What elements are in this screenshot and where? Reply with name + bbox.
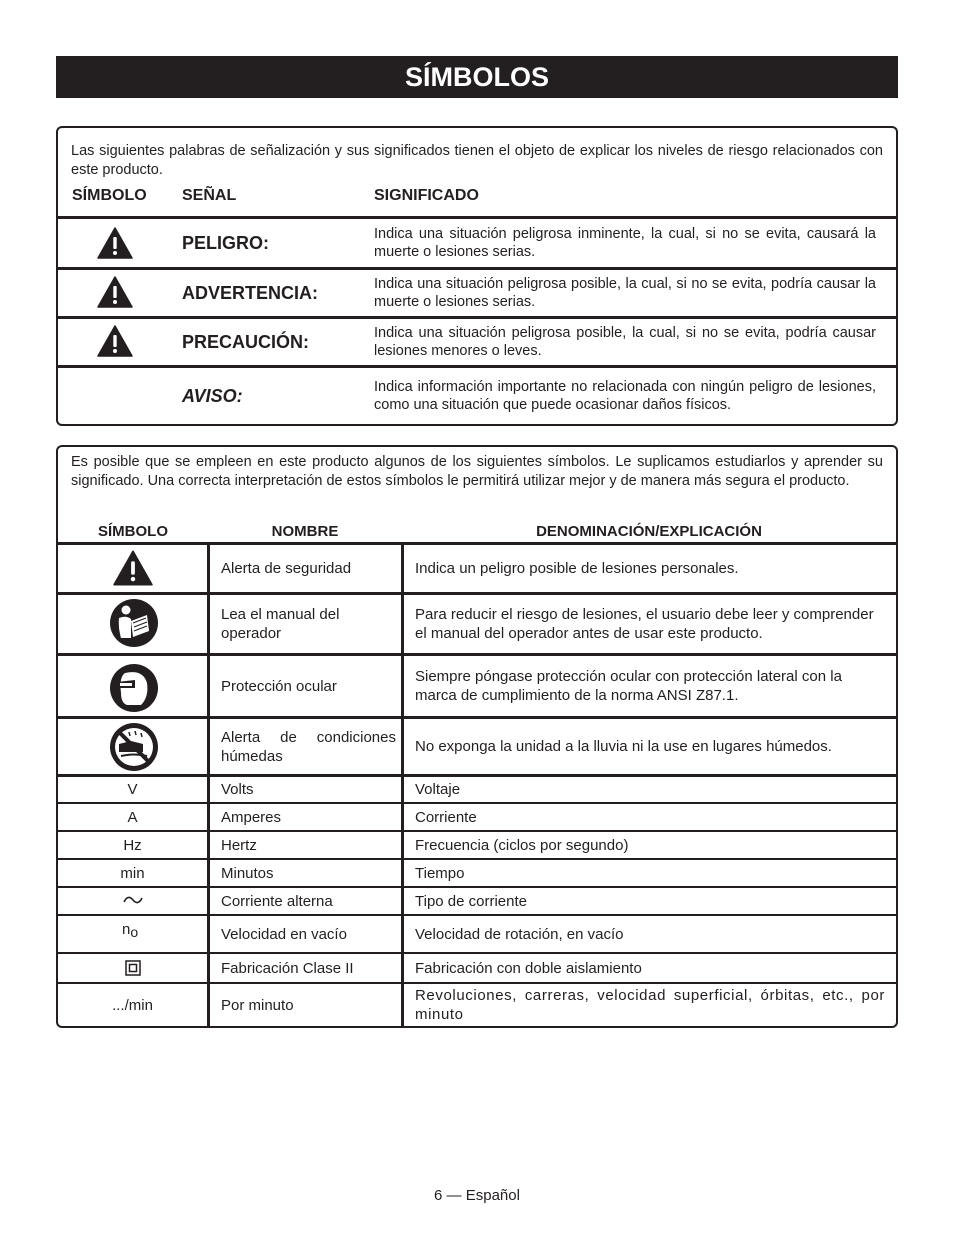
symbol-text: Hz	[123, 836, 142, 854]
symbol-name: Lea el manual del operador	[221, 606, 340, 642]
signal-words-intro: Las siguientes palabras de señalización y sus significados tienen el objeto de explicar los niveles de riesgo relacionados con este producto.	[71, 143, 883, 178]
symbol-description: Para reducir el riesgo de lesiones, el usuario debe leer y comprender el manual del operador antes de usar este producto.	[415, 606, 874, 642]
signal-label: PRECAUCIÓN:	[182, 331, 310, 352]
symbol-description: Siempre póngase protección ocular con protección lateral con la marca de cumplimiento de la norma ANSI Z87.1.	[415, 668, 842, 704]
symbol-description: Voltaje	[415, 781, 461, 798]
symbol-name: Protección ocular	[221, 677, 337, 695]
symbol-description: Revoluciones, carreras, velocidad superficial, órbitas, etc., por minuto	[415, 987, 885, 1023]
symbol-name: Por minuto	[221, 996, 294, 1014]
symbol-name: Corriente alterna	[221, 892, 333, 910]
signal-meaning: Indica una situación peligrosa inminente, la cual, si no se evita, causará la muerte o lesiones serias.	[374, 226, 876, 260]
warning-triangle-icon	[97, 325, 133, 357]
symbol-description: Tipo de corriente	[415, 892, 528, 910]
symbol-description: Tiempo	[415, 864, 465, 882]
symbol-text: A	[127, 808, 138, 826]
read-manual-icon	[109, 598, 159, 648]
signal-meaning: Indica una situación peligrosa posible, la cual, si no se evita, podría causar lesiones menores o leves.	[374, 325, 876, 359]
signal-label: ADVERTENCIA:	[182, 282, 319, 303]
signal-label: PELIGRO:	[182, 232, 270, 253]
page-footer: 6 — Español	[434, 1187, 520, 1204]
header-symbol: SÍMBOLO	[72, 187, 147, 204]
symbol-description: Corriente	[415, 808, 477, 826]
page-title: SÍMBOLOS	[56, 56, 898, 98]
symbol-description: No exponga la unidad a la lluvia ni la use en lugares húmedos.	[415, 738, 832, 755]
symbol-name: Fabricación Clase II	[221, 959, 354, 977]
symbol-main: n	[122, 921, 131, 938]
symbol-name: Velocidad en vacío	[221, 925, 347, 943]
header-signal: SEÑAL	[182, 187, 237, 204]
symbol-description: Fabricación con doble aislamiento	[415, 959, 642, 977]
alternating-current-icon	[123, 894, 143, 906]
symbol-text: min	[120, 864, 145, 882]
symbol-text: V	[127, 781, 138, 798]
symbol-name: Amperes	[221, 808, 282, 826]
symbol-description: Indica un peligro posible de lesiones personales.	[415, 560, 739, 577]
symbol-name: Minutos	[221, 864, 274, 882]
symbol-name: Alerta de seguridad	[221, 560, 352, 577]
symbols-intro: Es posible que se empleen en este producto algunos de los siguientes símbolos. Le suplicamos estudiarlos y aprender su significado. Una correcta interpretación de estos símbolos le permitirá utilizar mejor y de manera más segura el producto.	[71, 454, 883, 489]
eye-protection-icon	[109, 663, 159, 713]
symbol-text	[122, 921, 138, 938]
symbol-description: Velocidad de rotación, en vacío	[415, 925, 624, 943]
header-name: NOMBRE	[271, 523, 339, 540]
symbols-box	[56, 445, 898, 1028]
warning-triangle-icon	[97, 227, 133, 259]
symbol-name: Alerta de condiciones húmedas	[221, 728, 396, 765]
class-ii-icon	[125, 960, 141, 976]
signal-words-box	[56, 126, 898, 426]
header-meaning: SIGNIFICADO	[374, 187, 479, 204]
signal-meaning: Indica una situación peligrosa posible, la cual, si no se evita, podría causar la muerte o lesiones serias.	[374, 276, 876, 310]
safety-alert-icon	[113, 550, 153, 586]
symbol-name: Volts	[221, 781, 254, 798]
symbol-description: Frecuencia (ciclos por segundo)	[415, 836, 629, 854]
wet-conditions-icon	[109, 722, 159, 772]
signal-meaning: Indica información importante no relacionada con ningún peligro de lesiones, como una situación que puede ocasionar daños físicos.	[374, 379, 876, 413]
symbol-name: Hertz	[221, 836, 257, 854]
warning-triangle-icon	[97, 276, 133, 308]
header-description: DENOMINACIÓN/EXPLICACIÓN	[536, 523, 762, 540]
symbol-subscript: o	[130, 924, 139, 940]
symbol-text: .../min	[112, 996, 153, 1014]
signal-label: AVISO:	[182, 385, 243, 406]
header-symbol: SÍMBOLO	[98, 523, 168, 540]
